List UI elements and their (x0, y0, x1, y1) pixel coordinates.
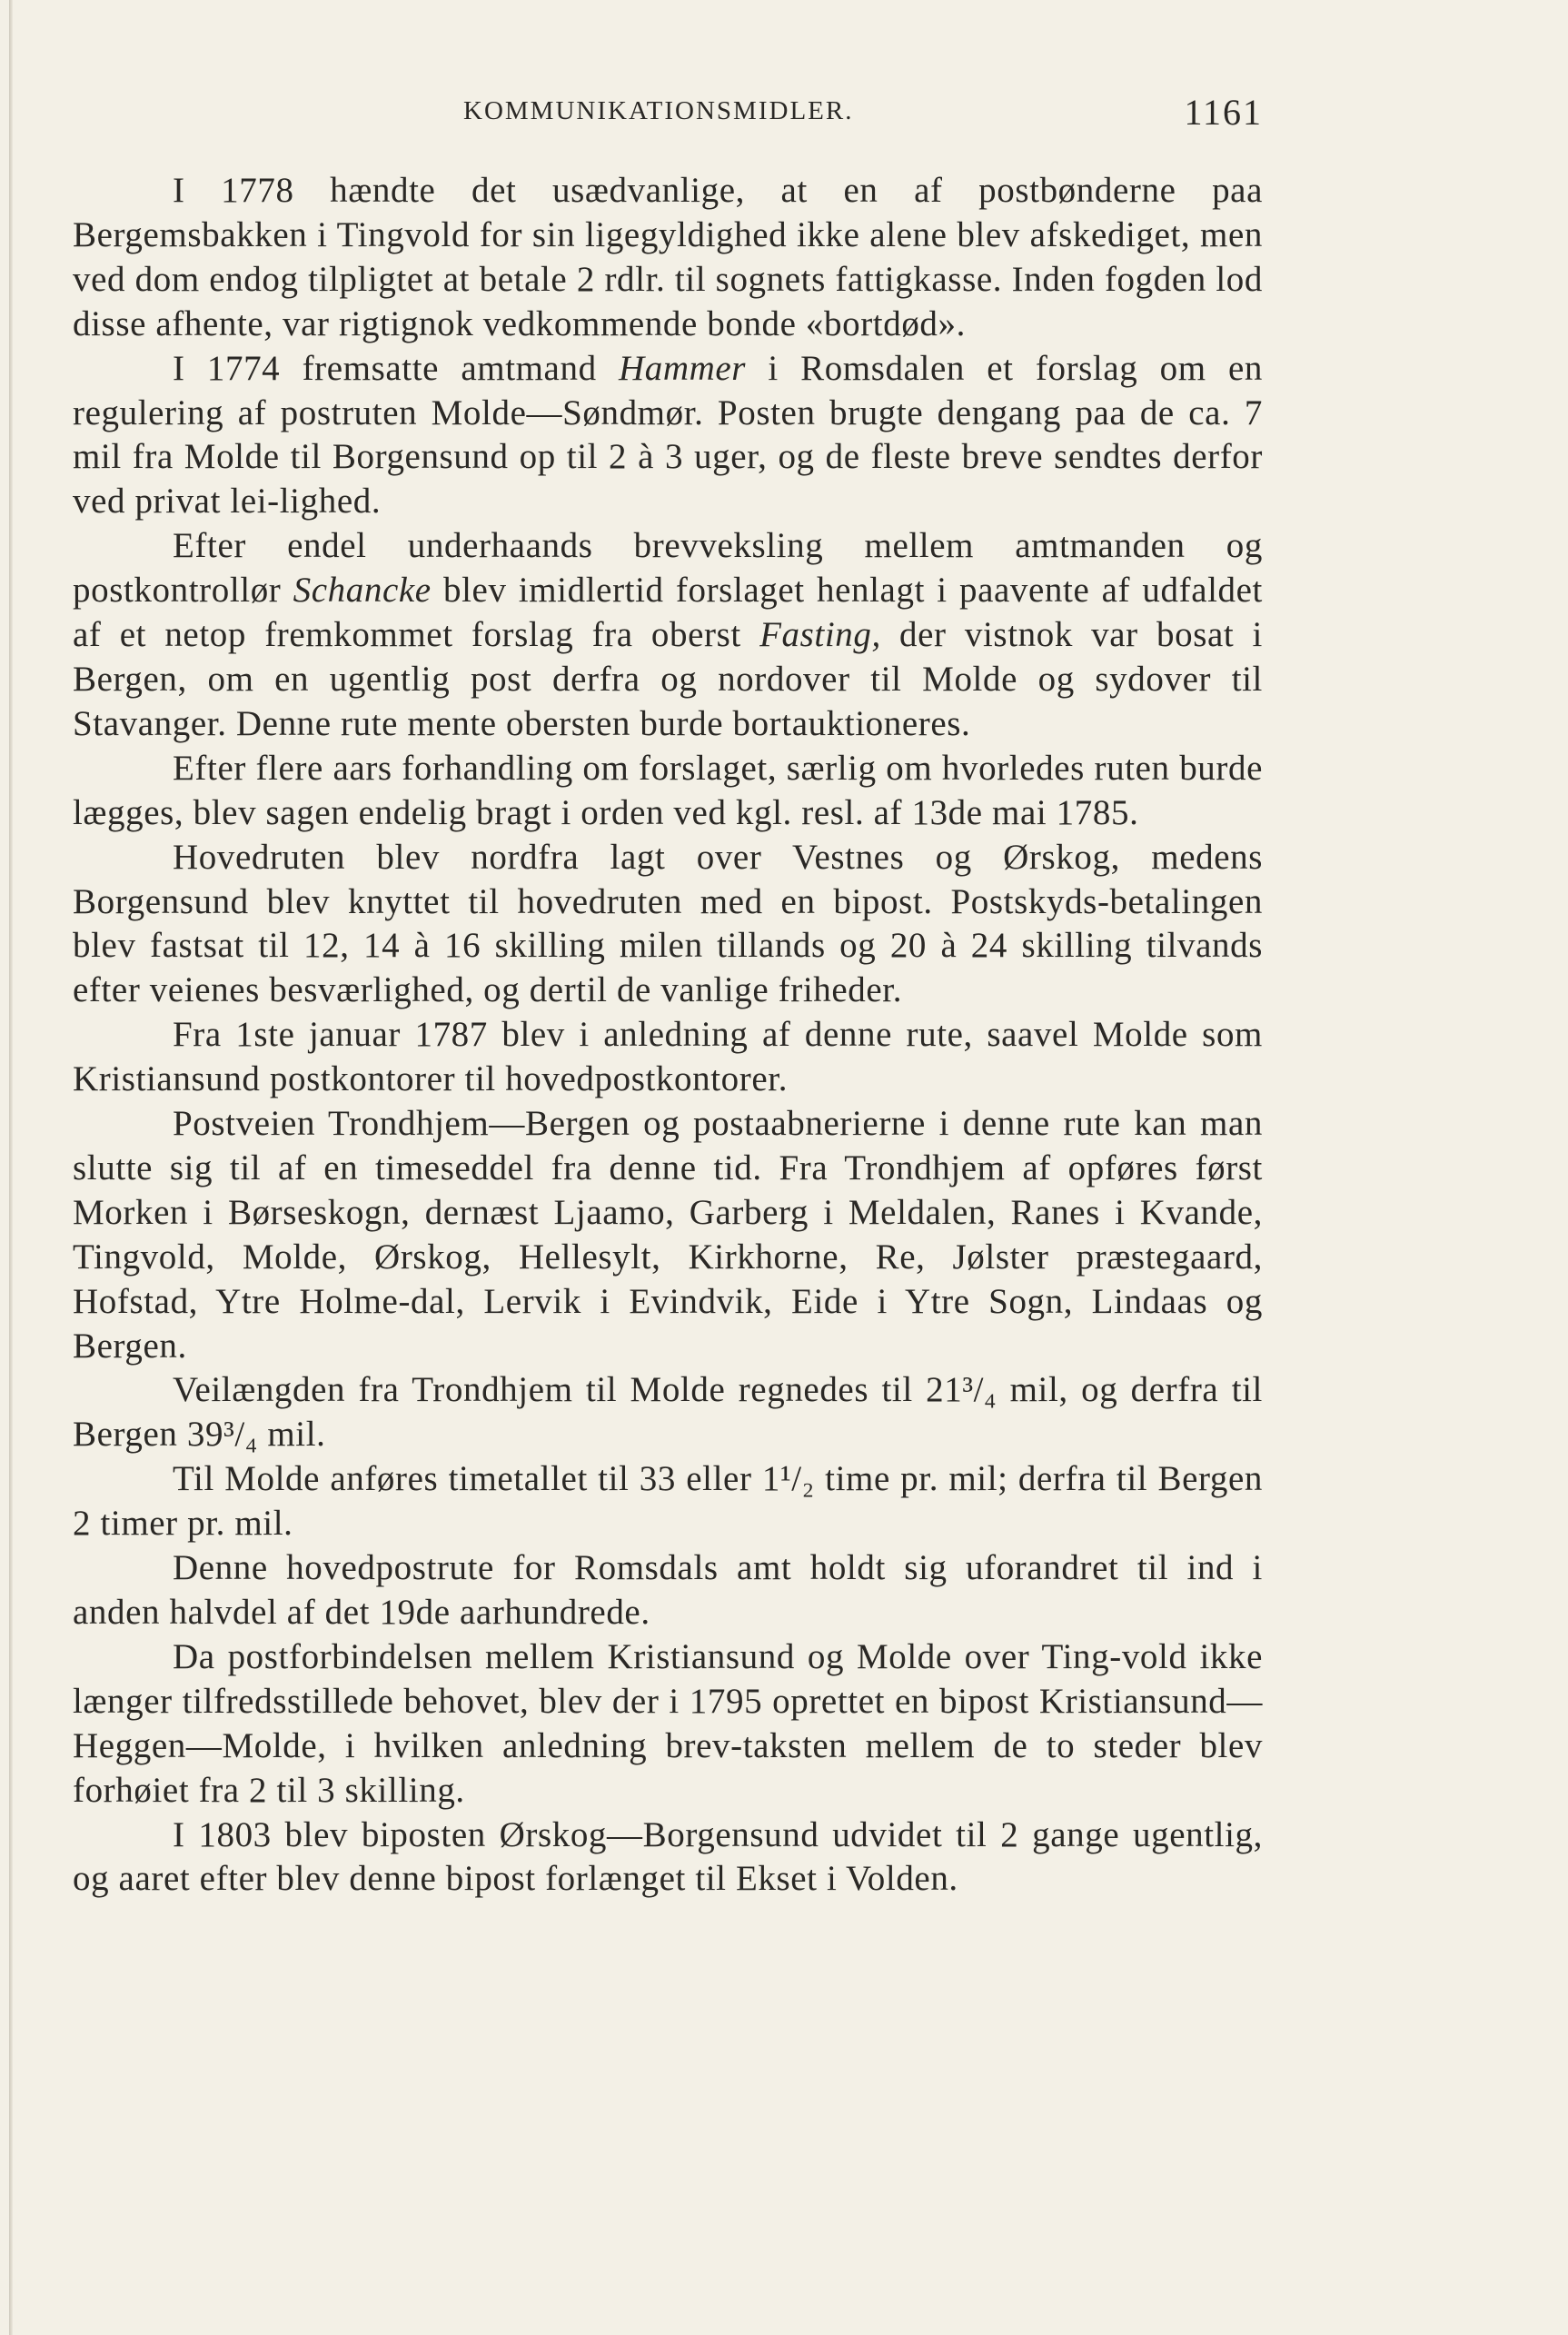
paragraph-2 (73, 347, 1263, 525)
paragraph-3 (73, 524, 1263, 747)
page-edge (9, 0, 13, 2335)
running-title: KOMMUNIKATIONSMIDLER. (463, 96, 854, 125)
paragraph-4 (73, 747, 1263, 836)
text-run: Efter endel underhaands brevveksling mellem amtmanden og postkontrollør (73, 526, 1263, 611)
paragraph-5 (73, 836, 1263, 1014)
person-name: Hammer (618, 348, 747, 388)
text-run: blev imidlertid forslaget henlagt i paavente af udfaldet af et netop fremkommet forslag fra oberst (73, 571, 1263, 655)
paragraph-7 (73, 1102, 1263, 1368)
paragraph-10 (73, 1546, 1263, 1635)
paragraph-11 (73, 1635, 1263, 1813)
text-run: I 1803 blev biposten Ørskog—Borgensund udvidet til 2 gange ugentlig, og aaret efter blev denne bipost forlænget til Ekset i Volden. (73, 1814, 1263, 1899)
text-run: Da postforbindelsen mellem Kristiansund og Molde over Ting-vold ikke længer tilfredsstillede behovet, blev der i 1795 oprettet en bipost Kristiansund—Heggen—Molde, i hvilken anledning brev-taksten mellem de to steder blev forhøiet fra 2 til 3 skilling. (73, 1636, 1263, 1810)
text-run: Denne hovedpostrute for Romsdals amt holdt sig uforandret til ind i anden halvdel af det 19de aarhundrede. (73, 1548, 1263, 1632)
body-text (73, 169, 1263, 1902)
text-run: Postveien Trondhjem—Bergen og postaabnerierne i denne rute kan man slutte sig til af en timeseddel fra denne tid. Fra Trondhjem af opføres først Morken i Børseskogn, dernæst Ljaamo, Garberg i Meldalen, Ranes i Kvande, Tingvold, Molde, Ørskog, Hellesylt, Kirkhorne, Re, Jølster præstegaard, Hofstad, Ytre Holme-dal, Lervik i Evindvik, Eide i Ytre Sogn, Lindaas og Bergen. (73, 1104, 1263, 1366)
text-run: I 1778 hændte det usædvanlige, at en af postbønderne paa Bergemsbakken i Tingvold for sin ligegyldighed ikke alene blev afskediget, men ved dom endog tilpligtet at betale 2 rdlr. til sognets fattigkasse. Inden fogden lod disse afhente, var rigtignok vedkommende bonde «bortdød». (73, 171, 1263, 343)
person-name: Fasting, (759, 615, 881, 655)
text-run: i Romsdalen et forslag om en regulering af postruten Molde—Søndmør. Posten brugte dengang paa de ca. 7 mil fra Molde til Borgensund op til 2 à 3 uger, og de fleste breve sendtes derfor ved privat lei-lighed. (73, 348, 1264, 522)
text-run: der vistnok var bosat i Bergen, om en ugentlig post derfra og nordover til Molde og sydover til Stavanger. Denne rute mente obersten burde bortauktioneres. (73, 615, 1263, 743)
text-run: Veilængden fra Trondhjem til Molde regnedes til 21³/₄ mil, og derfra til Bergen 39³/₄ mil. (73, 1370, 1263, 1455)
text-run: Efter flere aars forhandling om forslaget, særlig om hvorledes ruten burde lægges, blev sagen endelig bragt i orden ved kgl. resl. af 13de mai 1785. (73, 748, 1263, 832)
paragraph-6 (73, 1013, 1263, 1102)
paragraph-1 (73, 169, 1263, 347)
paragraph-12 (73, 1813, 1263, 1903)
paragraph-9 (73, 1457, 1263, 1546)
text-run: Fra 1ste januar 1787 blev i anledning af denne rute, saavel Molde som Kristiansund postkontorer til hovedpostkontorer. (73, 1015, 1263, 1099)
person-name: Schancke (293, 571, 432, 611)
text-run: Hovedruten blev nordfra lagt over Vestnes og Ørskog, medens Borgensund blev knyttet til hovedruten med en bipost. Postskyds-betalingen blev fastsat til 12, 14 à 16 skilling milen tillands og 20 à 24 skilling tilvands efter veienes besværlighed, og dertil de vanlige friheder. (73, 837, 1263, 1010)
page-header (73, 91, 1263, 145)
text-run: Til Molde anføres timetallet til 33 eller 1¹/₂ time pr. mil; derfra til Bergen 2 timer pr. mil. (73, 1459, 1263, 1544)
page-number: 1161 (1184, 92, 1263, 133)
paragraph-8 (73, 1368, 1263, 1457)
text-run: I 1774 fremsatte amtmand (173, 348, 619, 388)
